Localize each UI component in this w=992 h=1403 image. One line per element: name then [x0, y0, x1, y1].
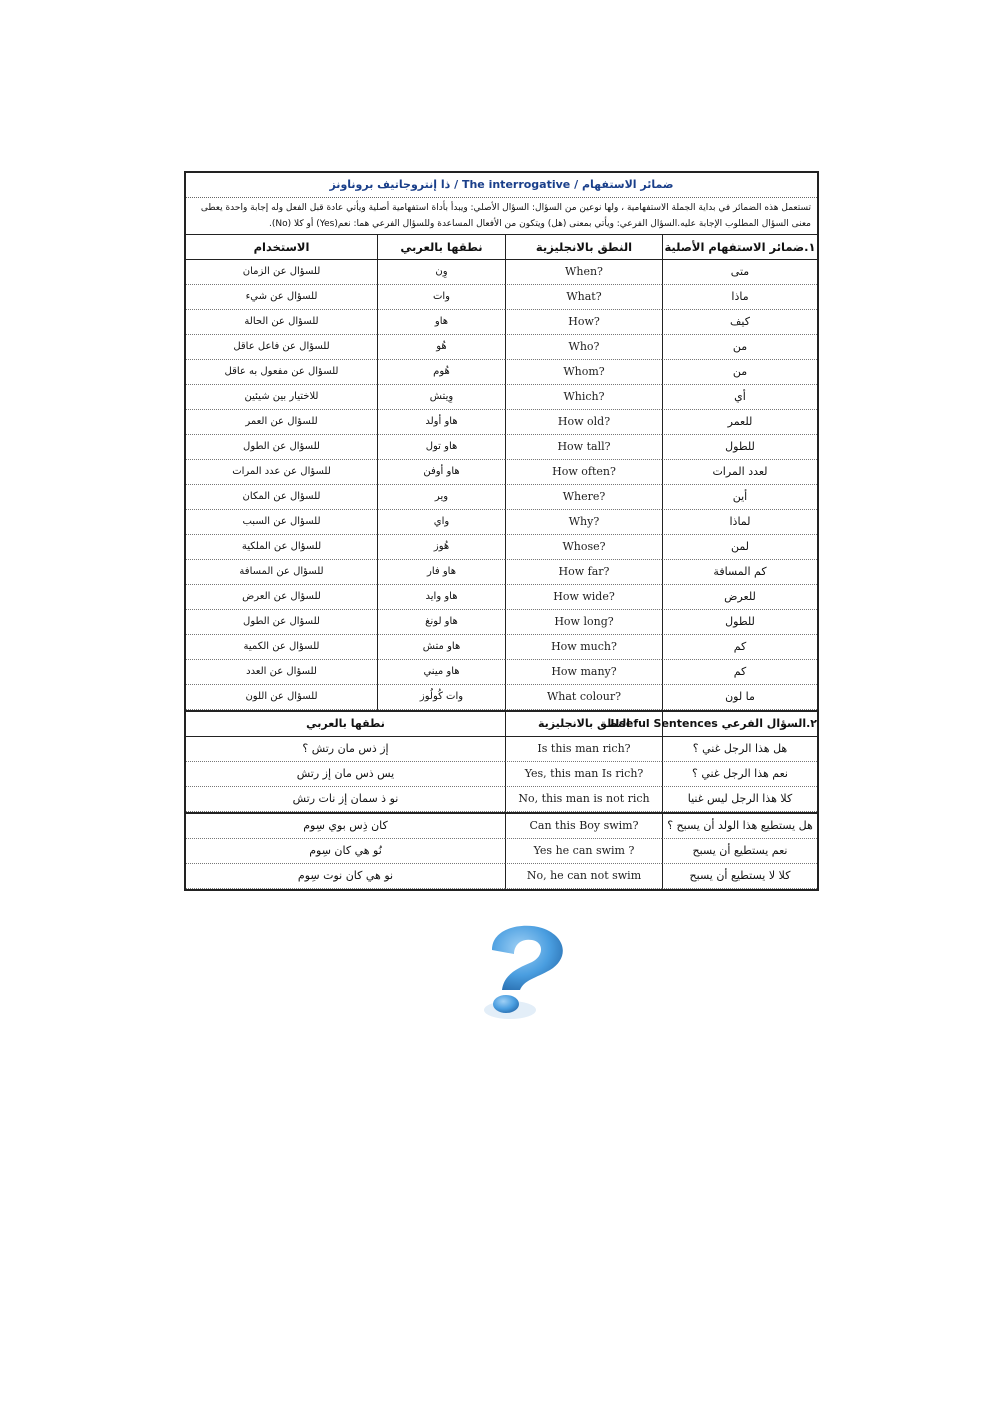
- arabic-sentence: هل هذا الرجل غني ؟: [662, 737, 817, 762]
- english-pronunciation: Which?: [505, 385, 662, 410]
- sentence-row: [186, 839, 817, 864]
- arabic-pronunciation: وِيتش: [377, 385, 505, 410]
- sheet-title: ضمائر الاستفهام / The interrogative / ذا إنتروجاتيف بروناونز: [186, 173, 817, 198]
- arabic-pronunciation: وِن: [377, 260, 505, 285]
- original-pronoun: أين: [662, 485, 817, 510]
- english-sentence: Yes, this man Is rich?: [505, 762, 662, 787]
- usage: للسؤال عن فاعل عاقل: [186, 335, 377, 360]
- table-row: [186, 360, 817, 385]
- table-row: [186, 585, 817, 610]
- arabic-pronunciation: هاو متش: [377, 635, 505, 660]
- usage: للسؤال عن شيء: [186, 285, 377, 310]
- english-pronunciation: How tall?: [505, 435, 662, 460]
- header-subquestion: ٢.السؤال الفرعي Useful Sentences: [662, 712, 817, 737]
- original-pronoun: لماذا: [662, 510, 817, 535]
- arabic-pronunciation: هُوم: [377, 360, 505, 385]
- english-pronunciation: Why?: [505, 510, 662, 535]
- arabic-pronunciation: هاو أولد: [377, 410, 505, 435]
- original-pronoun: لعدد المرات: [662, 460, 817, 485]
- header-arabic-pron: نطقها بالعربي: [377, 235, 505, 260]
- interrogative-sheet: [184, 171, 819, 891]
- usage: للسؤال عن الطول: [186, 610, 377, 635]
- usage: للاختيار بين شيئين: [186, 385, 377, 410]
- table2-group1: [186, 737, 817, 812]
- arabic-sentence: نعم يستطيع أن يسبح: [662, 839, 817, 864]
- english-sentence: Can this Boy swim?: [505, 814, 662, 839]
- table-row: [186, 260, 817, 285]
- header-english-2: النطق بالانجليزية: [505, 712, 662, 737]
- usage: للسؤال عن الكمية: [186, 635, 377, 660]
- arabic-pronunciation: وات كُولُوز: [377, 685, 505, 710]
- arabic-sentence: نعم هذا الرجل غني ؟: [662, 762, 817, 787]
- original-pronoun: ماذا: [662, 285, 817, 310]
- english-pronunciation: How far?: [505, 560, 662, 585]
- arabic-sentence: كلا لا يستطيع أن يسبح: [662, 864, 817, 889]
- table-row: [186, 285, 817, 310]
- table-row: [186, 660, 817, 685]
- sentence-row: [186, 864, 817, 889]
- arabic-pronunciation: هاو لونغ: [377, 610, 505, 635]
- intro-text: تستعمل هذه الضمائر في بداية الجملة الاستفهامية ، ولها نوعين من السؤال: السؤال الأصلي: ويبدأ بأداة استفهامية أصلية ويأتي عادة قبل الفعل وله إجابة واحدة يعطى معنى السؤال المطلوب الإجابة عليه.السؤال الفرعي: ويأتي بمعنى (هل) ويتكون من الأفعال المساعدة وللسؤال الفرعي هما: نعم(Yes) أو كلا (No).: [186, 198, 817, 235]
- arabic-pronunciation: هاو تول: [377, 435, 505, 460]
- english-pronunciation: How wide?: [505, 585, 662, 610]
- arabic-pronunciation: كان ذِس بوي سِوم: [186, 814, 505, 839]
- table-row: [186, 335, 817, 360]
- table-row: [186, 435, 817, 460]
- original-pronoun: كم: [662, 635, 817, 660]
- original-pronoun: للعرض: [662, 585, 817, 610]
- original-pronoun: لمن: [662, 535, 817, 560]
- header-english: النطق بالانجليزية: [505, 235, 662, 260]
- original-pronoun: كيف: [662, 310, 817, 335]
- table-row: [186, 485, 817, 510]
- english-sentence: No, he can not swim: [505, 864, 662, 889]
- usage: للسؤال عن مفعول به عاقل: [186, 360, 377, 385]
- header-original: ١.ضمائر الاستفهام الأصلية: [662, 235, 817, 260]
- english-sentence: No, this man is not rich: [505, 787, 662, 812]
- original-pronoun: ما لون: [662, 685, 817, 710]
- sentence-row: [186, 762, 817, 787]
- usage: للسؤال عن المكان: [186, 485, 377, 510]
- arabic-pronunciation: هاو: [377, 310, 505, 335]
- sentence-row: [186, 814, 817, 839]
- usage: للسؤال عن المسافة: [186, 560, 377, 585]
- english-pronunciation: How long?: [505, 610, 662, 635]
- table1-body: [186, 260, 817, 710]
- original-pronoun: للطول: [662, 610, 817, 635]
- english-pronunciation: Whose?: [505, 535, 662, 560]
- arabic-pronunciation: نو ذ سمان إز نات رتش: [186, 787, 505, 812]
- original-pronoun: للعمر: [662, 410, 817, 435]
- english-pronunciation: How often?: [505, 460, 662, 485]
- original-pronoun: كم المسافة: [662, 560, 817, 585]
- header-usage: الاستخدام: [186, 235, 377, 260]
- usage: للسؤال عن السبب: [186, 510, 377, 535]
- header-arabic-pron-2: نطقها بالعربي: [186, 712, 505, 737]
- english-sentence: Is this man rich?: [505, 737, 662, 762]
- table-row: [186, 685, 817, 710]
- arabic-pronunciation: هاو أوفن: [377, 460, 505, 485]
- table-row: [186, 310, 817, 335]
- usage: للسؤال عن اللون: [186, 685, 377, 710]
- sentence-row: [186, 787, 817, 812]
- usage: للسؤال عن الطول: [186, 435, 377, 460]
- usage: للسؤال عن العرض: [186, 585, 377, 610]
- arabic-pronunciation: إز ذس مان رتش ؟: [186, 737, 505, 762]
- usage: للسؤال عن عدد المرات: [186, 460, 377, 485]
- english-pronunciation: How many?: [505, 660, 662, 685]
- usage: للسؤال عن الملكية: [186, 535, 377, 560]
- usage: للسؤال عن الزمان: [186, 260, 377, 285]
- arabic-pronunciation: نُو هي كان سِوم: [186, 839, 505, 864]
- table-row: [186, 535, 817, 560]
- arabic-pronunciation: وات: [377, 285, 505, 310]
- english-pronunciation: What?: [505, 285, 662, 310]
- table-row: [186, 410, 817, 435]
- arabic-pronunciation: هاو ميني: [377, 660, 505, 685]
- table2-header: [186, 710, 817, 737]
- original-pronoun: أي: [662, 385, 817, 410]
- usage: للسؤال عن الحالة: [186, 310, 377, 335]
- english-pronunciation: Who?: [505, 335, 662, 360]
- english-pronunciation: When?: [505, 260, 662, 285]
- table-row: [186, 610, 817, 635]
- arabic-pronunciation: نو هي كان نوت سِوم: [186, 864, 505, 889]
- original-pronoun: من: [662, 360, 817, 385]
- usage: للسؤال عن العدد: [186, 660, 377, 685]
- arabic-pronunciation: وير: [377, 485, 505, 510]
- original-pronoun: متى: [662, 260, 817, 285]
- english-pronunciation: Where?: [505, 485, 662, 510]
- english-sentence: Yes he can swim ?: [505, 839, 662, 864]
- sentence-row: [186, 737, 817, 762]
- arabic-pronunciation: واي: [377, 510, 505, 535]
- original-pronoun: كم: [662, 660, 817, 685]
- arabic-sentence: هل يستطيع هذا الولد أن يسبح ؟: [662, 814, 817, 839]
- english-pronunciation: How much?: [505, 635, 662, 660]
- arabic-sentence: كلا هذا الرجل ليس غنيا: [662, 787, 817, 812]
- table-row: [186, 385, 817, 410]
- table2-group2: [186, 812, 817, 889]
- original-pronoun: للطول: [662, 435, 817, 460]
- question-mark-icon: [462, 920, 574, 1022]
- table-row: [186, 460, 817, 485]
- original-pronoun: من: [662, 335, 817, 360]
- table-row: [186, 510, 817, 535]
- table-row: [186, 635, 817, 660]
- arabic-pronunciation: هُو: [377, 335, 505, 360]
- english-pronunciation: Whom?: [505, 360, 662, 385]
- table-row: [186, 560, 817, 585]
- arabic-pronunciation: هُوز: [377, 535, 505, 560]
- arabic-pronunciation: هاو فار: [377, 560, 505, 585]
- english-pronunciation: What colour?: [505, 685, 662, 710]
- usage: للسؤال عن العمر: [186, 410, 377, 435]
- english-pronunciation: How?: [505, 310, 662, 335]
- english-pronunciation: How old?: [505, 410, 662, 435]
- arabic-pronunciation: يس ذس مان إز رتش: [186, 762, 505, 787]
- arabic-pronunciation: هاو وايد: [377, 585, 505, 610]
- table1-header: [186, 235, 817, 260]
